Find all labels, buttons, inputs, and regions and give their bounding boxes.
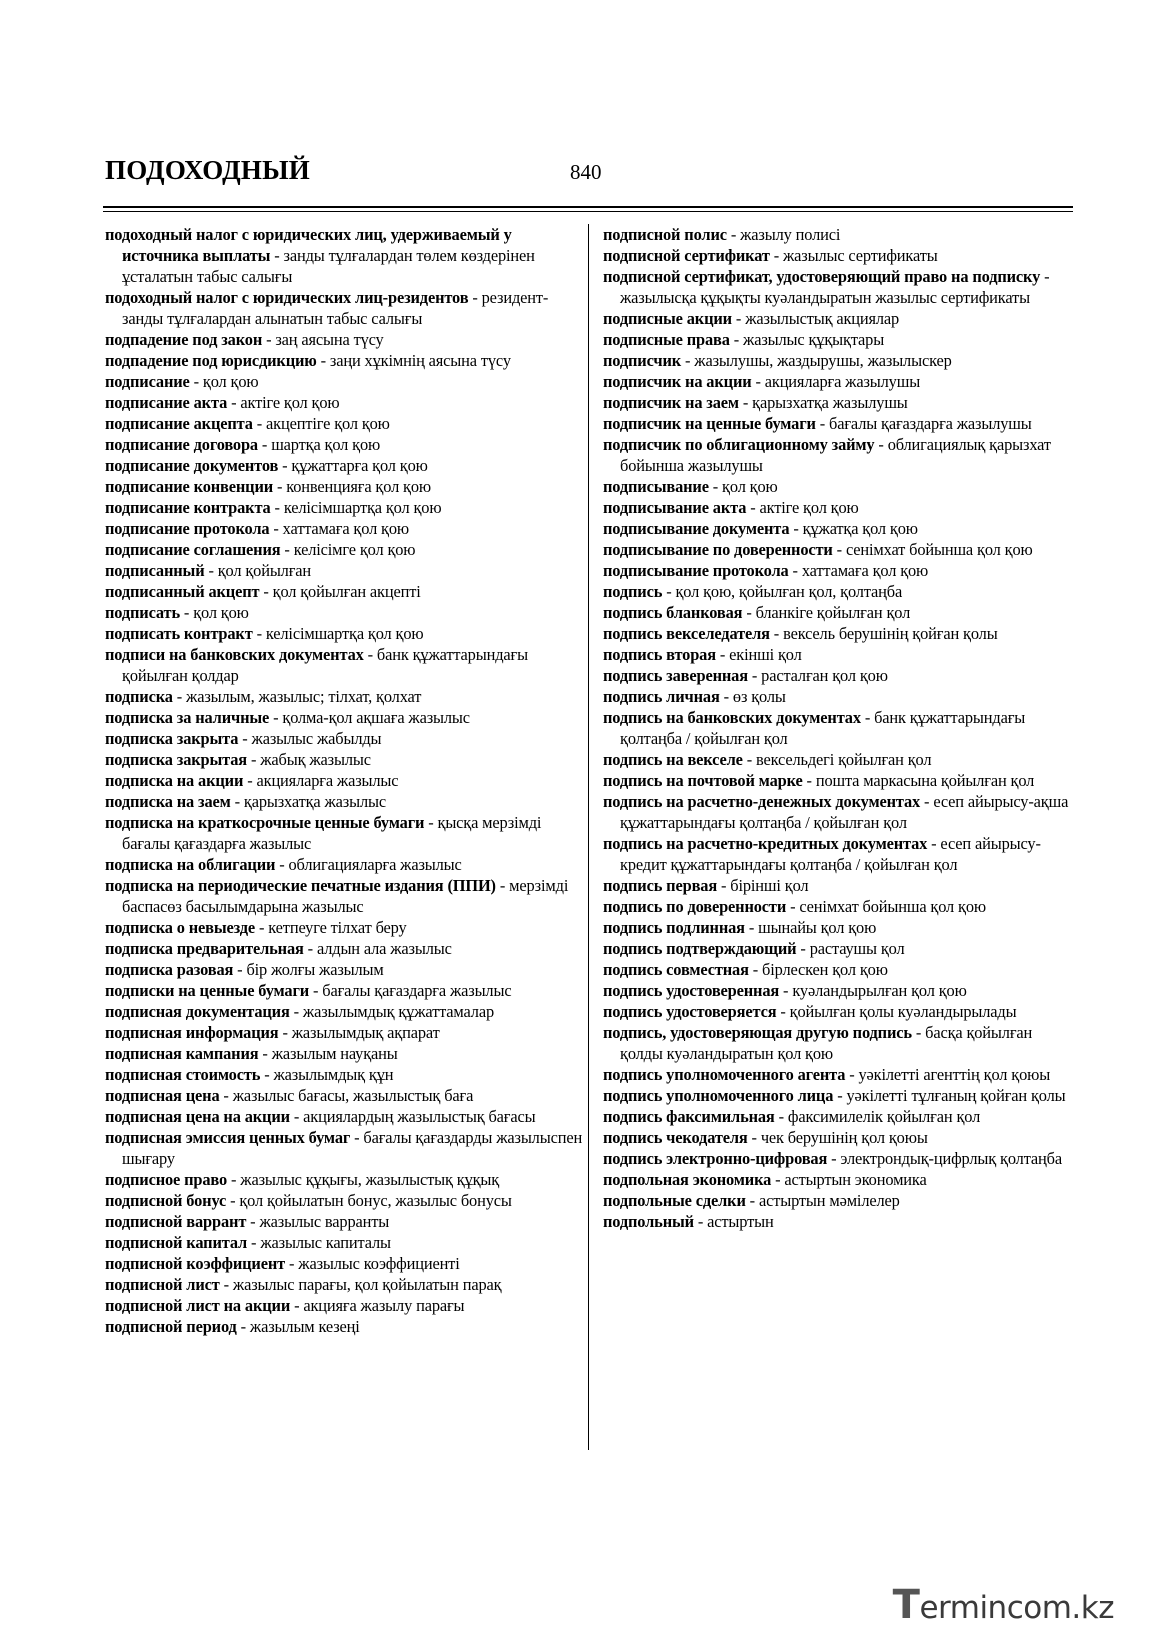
entry-translation: жазылым, жазылыс; тілхат, қолхат bbox=[186, 687, 422, 706]
dictionary-entry: подписание акцепта - акцептіге қол қою bbox=[105, 414, 390, 433]
entry-term: подписчик на акции bbox=[603, 372, 752, 391]
entry-term: подписной лист bbox=[105, 1275, 220, 1294]
dictionary-entry: подписки на ценные бумаги - бағалы қағаздарға жазылыс bbox=[105, 981, 512, 1000]
dictionary-entry: подписной бонус - қол қойылатын бонус, жазылыс бонусы bbox=[105, 1191, 512, 1210]
dictionary-entry: подписание - қол қою bbox=[105, 372, 259, 391]
entry-translation: келісімшартқа қол қою bbox=[283, 498, 442, 517]
dictionary-entry: подпись векселедателя - вексель берушінің қойған қолы bbox=[603, 624, 998, 643]
dictionary-entry: подпадение под закон - заң аясына түсу bbox=[105, 330, 384, 349]
entry-term: подписывание по доверенности bbox=[603, 540, 833, 559]
entry-translation: жазылыс құқығы, жазылыстық құқық bbox=[240, 1170, 500, 1189]
site-watermark bbox=[893, 1582, 1114, 1628]
entry-translation: астыртын мәмілелер bbox=[758, 1191, 900, 1210]
entry-translation: жазылымдық құн bbox=[273, 1065, 394, 1084]
entry-term: подписчик bbox=[603, 351, 682, 370]
entry-translation: банк құжаттарындағы қолтаңба / қойылған қол bbox=[620, 708, 1026, 748]
dictionary-entry: подписание договора - шартқа қол қою bbox=[105, 435, 381, 454]
entry-term: подпадение под закон bbox=[105, 330, 263, 349]
entry-translation: сенімхат бойынша қол қою bbox=[845, 540, 1033, 559]
entry-term: подпись bbox=[603, 582, 663, 601]
dictionary-entry: подписчик - жазылушы, жаздырушы, жазылыскер bbox=[603, 351, 952, 370]
entry-translation: есеп айырысу-ақша құжаттарындағы қолтаңба / қойылған қол bbox=[620, 792, 1069, 832]
dictionary-entry: подписание конвенции - конвенцияға қол қою bbox=[105, 477, 432, 496]
entry-term: подписка предварительная bbox=[105, 939, 304, 958]
dictionary-entry: подписчик на ценные бумаги - бағалы қағаздарға жазылушы bbox=[603, 414, 1032, 433]
entry-term: подпись электронно-цифровая bbox=[603, 1149, 828, 1168]
dictionary-entry: подпись подлинная - шынайы қол қою bbox=[603, 918, 877, 937]
dictionary-entry: подпись на расчетно-кредитных документах - есеп айырысу-кредит құжаттарындағы қолтаңба / қойылған қол bbox=[603, 834, 1041, 874]
entry-translation: бағалы қағаздарға жазылыс bbox=[322, 981, 512, 1000]
entry-term: подписание документов bbox=[105, 456, 279, 475]
entry-term: подписание контракта bbox=[105, 498, 271, 517]
dictionary-entry: подпольные сделки - астыртын мәмілелер bbox=[603, 1191, 900, 1210]
dictionary-entry: подписи на банковских документах - банк құжаттарындағы қойылған қолдар bbox=[105, 645, 528, 685]
entry-term: подписание соглашения bbox=[105, 540, 281, 559]
entry-translation: пошта маркасына қойылған қол bbox=[815, 771, 1035, 790]
entry-term: подписание акта bbox=[105, 393, 228, 412]
dictionary-entry: подпольная экономика - астыртын экономика bbox=[603, 1170, 927, 1189]
entry-translation: қол қою bbox=[202, 372, 259, 391]
entry-term: подписной полис bbox=[603, 225, 727, 244]
dictionary-entry: подпись на почтовой марке - пошта маркасына қойылған қол bbox=[603, 771, 1035, 790]
entry-term: подписной сертификат bbox=[603, 246, 770, 265]
entry-translation: жазылысқа құқықты куәландыратын жазылыс сертификаты bbox=[620, 288, 1030, 307]
entry-translation: мерзімді баспасөз басылымдарына жазылыс bbox=[122, 876, 569, 916]
dictionary-entry: подписной варрант - жазылыс варранты bbox=[105, 1212, 390, 1231]
entry-translation: бланкіге қойылған қол bbox=[755, 603, 911, 622]
entry-term: подпись по доверенности bbox=[603, 897, 787, 916]
entry-term: подписчик на заем bbox=[603, 393, 739, 412]
entry-translation: жазылыс бағасы, жазылыстық баға bbox=[232, 1086, 474, 1105]
entry-term: подписная стоимость bbox=[105, 1065, 261, 1084]
entry-term: подписная цена на акции bbox=[105, 1107, 290, 1126]
dictionary-entry: подпись бланковая - бланкіге қойылған қол bbox=[603, 603, 911, 622]
entry-translation: жазылыс парағы, қол қойылатын парақ bbox=[232, 1275, 502, 1294]
entry-translation: жазылушы, жаздырушы, жазылыскер bbox=[694, 351, 952, 370]
dictionary-entry: подпись - қол қою, қойылған қол, қолтаңба bbox=[603, 582, 903, 601]
entry-term: подписки на ценные бумаги bbox=[105, 981, 310, 1000]
entry-translation: акцептіге қол қою bbox=[266, 414, 390, 433]
dictionary-entry: подпольный - астыртын bbox=[603, 1212, 774, 1231]
entry-term: подписка на акции bbox=[105, 771, 244, 790]
dictionary-entry: подпись на банковских документах - банк құжаттарындағы қолтаңба / қойылған қол bbox=[603, 708, 1026, 748]
entry-term: подписание протокола bbox=[105, 519, 270, 538]
dictionary-entry: подписать - қол қою bbox=[105, 603, 249, 622]
entry-term: подписка bbox=[105, 687, 173, 706]
left-column bbox=[105, 224, 583, 1337]
dictionary-entry: подписные акции - жазылыстық акциялар bbox=[603, 309, 900, 328]
entry-term: подписная кампания bbox=[105, 1044, 259, 1063]
entry-translation: қол қойылған bbox=[217, 561, 312, 580]
entry-term: подпись первая bbox=[603, 876, 718, 895]
dictionary-entry: подписание акта - актіге қол қою bbox=[105, 393, 340, 412]
entry-translation: акцияларға жазылыс bbox=[256, 771, 399, 790]
entry-term: подписная цена bbox=[105, 1086, 220, 1105]
entry-translation: бағалы қағаздарды жазылыспен шығару bbox=[122, 1128, 583, 1168]
entry-translation: қол қою bbox=[193, 603, 249, 622]
dictionary-entry: подписывание акта - актіге қол қою bbox=[603, 498, 859, 517]
entry-translation: бағалы қағаздарға жазылушы bbox=[829, 414, 1032, 433]
entry-translation: қарызхатқа жазылыс bbox=[243, 792, 386, 811]
entry-translation: резидент-занды тұлғалардан алынатын табыс салығы bbox=[122, 288, 549, 328]
dictionary-entry: подпись уполномоченного лица - уәкілетті тұлғаның қойған қолы bbox=[603, 1086, 1066, 1105]
entry-translation: вексель берушінің қойған қолы bbox=[783, 624, 998, 643]
dictionary-entry: подпадение под юрисдикцию - заңи хұкімнің аясына түсу bbox=[105, 351, 511, 370]
entry-term: подписной капитал bbox=[105, 1233, 248, 1252]
entry-translation: бірінші қол bbox=[730, 876, 809, 895]
entry-translation: облигацияларға жазылыс bbox=[288, 855, 462, 874]
entry-term: подпись, удостоверяющая другую подпись bbox=[603, 1023, 912, 1042]
entry-term: подписка на облигации bbox=[105, 855, 276, 874]
entry-translation: жазылым науқаны bbox=[271, 1044, 398, 1063]
dictionary-entry: подписка закрыта - жазылыс жабылды bbox=[105, 729, 382, 748]
dictionary-entry: подпись на векселе - вексельдегі қойылған қол bbox=[603, 750, 932, 769]
watermark-text: ermincom.kz bbox=[919, 1590, 1114, 1626]
entry-translation: жазылымдық құжаттамалар bbox=[302, 1002, 494, 1021]
entry-translation: актіге қол қою bbox=[759, 498, 859, 517]
entry-term: подписание bbox=[105, 372, 190, 391]
entry-term: подпольный bbox=[603, 1212, 694, 1231]
dictionary-entry: подписчик по облигационному займу - облигациялық қарызхат бойынша жазылушы bbox=[603, 435, 1051, 475]
entry-translation: есеп айырысу-кредит құжаттарындағы қолтаңба / қойылған қол bbox=[620, 834, 1041, 874]
dictionary-entry: подпись первая - бірінші қол bbox=[603, 876, 809, 895]
entry-term: подписной лист на акции bbox=[105, 1296, 291, 1315]
entry-translation: құжаттарға қол қою bbox=[291, 456, 428, 475]
entry-term: подписка на краткосрочные ценные бумаги bbox=[105, 813, 425, 832]
dictionary-entry: подписная эмиссия ценных бумаг - бағалы қағаздарды жазылыспен шығару bbox=[105, 1128, 583, 1168]
entry-translation: алдын ала жазылыс bbox=[316, 939, 452, 958]
entry-term: подписать bbox=[105, 603, 180, 622]
entry-term: подписывание акта bbox=[603, 498, 747, 517]
dictionary-entry: подоходный налог с юридических лиц-резидентов - резидент-занды тұлғалардан алынатын табыс салығы bbox=[105, 288, 549, 328]
entry-term: подписные права bbox=[603, 330, 730, 349]
header-rule-thin bbox=[103, 211, 1073, 212]
entry-term: подпись на расчетно-кредитных документах bbox=[603, 834, 928, 853]
entry-translation: актіге қол қою bbox=[240, 393, 340, 412]
dictionary-entry: подоходный налог с юридических лиц, удерживаемый у источника выплаты - занды тұлғалардан төлем көздерінен ұсталатын табыс салығы bbox=[105, 225, 535, 286]
dictionary-entry: подпись электронно-цифровая - электрондық-цифрлық қолтаңба bbox=[603, 1149, 1062, 1168]
entry-translation: уәкілетті тұлғаның қойған қолы bbox=[846, 1086, 1066, 1105]
dictionary-entry: подписывание документа - құжатқа қол қою bbox=[603, 519, 918, 538]
entry-translation: жазылу полисі bbox=[740, 225, 841, 244]
entry-translation: жазылыстық акциялар bbox=[745, 309, 900, 328]
dictionary-entry: подпись, удостоверяющая другую подпись - басқа қойылған қолды куәландыратын қол қою bbox=[603, 1023, 1033, 1063]
dictionary-entry: подписка на акции - акцияларға жазылыс bbox=[105, 771, 399, 790]
entry-term: подписание акцепта bbox=[105, 414, 253, 433]
dictionary-entry: подписывание - қол қою bbox=[603, 477, 778, 496]
entry-translation: шынайы қол қою bbox=[758, 918, 877, 937]
entry-translation: қолма-қол ақшаға жазылыс bbox=[282, 708, 470, 727]
entry-translation: бірлескен қол қою bbox=[762, 960, 888, 979]
dictionary-entry: подпись уполномоченного агента - уәкілетті агенттің қол қоюы bbox=[603, 1065, 1051, 1084]
dictionary-entry: подписание соглашения - келісімге қол қою bbox=[105, 540, 416, 559]
entry-translation: құжатқа қол қою bbox=[802, 519, 918, 538]
entry-translation: қол қою bbox=[722, 477, 778, 496]
dictionary-entry: подписная цена - жазылыс бағасы, жазылыстық баға bbox=[105, 1086, 474, 1105]
entry-term: подписка о невыезде bbox=[105, 918, 256, 937]
entry-translation: кетпеуге тілхат беру bbox=[268, 918, 407, 937]
dictionary-entry: подписание документов - құжаттарға қол қою bbox=[105, 456, 428, 475]
dictionary-entry: подписание протокола - хаттамаға қол қою bbox=[105, 519, 410, 538]
dictionary-entry: подписанный акцепт - қол қойылған акцепті bbox=[105, 582, 421, 601]
dictionary-entry: подписчик на акции - акцияларға жазылушы bbox=[603, 372, 921, 391]
entry-term: подписка на периодические печатные издания (ППИ) bbox=[105, 876, 496, 895]
dictionary-entry: подписка о невыезде - кетпеуге тілхат беру bbox=[105, 918, 407, 937]
dictionary-entry: подписная документация - жазылымдық құжаттамалар bbox=[105, 1002, 494, 1021]
dictionary-entry: подписной лист на акции - акцияға жазылу парағы bbox=[105, 1296, 465, 1315]
entry-term: подпись подлинная bbox=[603, 918, 745, 937]
entry-translation: астыртын экономика bbox=[784, 1170, 927, 1189]
dictionary-entry: подписная стоимость - жазылымдық құн bbox=[105, 1065, 394, 1084]
entry-translation: облигациялық қарызхат бойынша жазылушы bbox=[620, 435, 1051, 475]
entry-translation: факсимилелік қойылған қол bbox=[787, 1107, 981, 1126]
entry-translation: қол қою, қойылған қол, қолтаңба bbox=[675, 582, 903, 601]
dictionary-entry: подписной полис - жазылу полисі bbox=[603, 225, 841, 244]
dictionary-entry: подпись на расчетно-денежных документах - есеп айырысу-ақша құжаттарындағы қолтаңба / қойылған қол bbox=[603, 792, 1069, 832]
entry-term: подписной сертификат, удостоверяющий право на подписку bbox=[603, 267, 1041, 286]
entry-translation: өз қолы bbox=[732, 687, 786, 706]
entry-translation: қойылған қолы куәландырылады bbox=[789, 1002, 1017, 1021]
dictionary-entry: подпись вторая - екінші қол bbox=[603, 645, 802, 664]
entry-translation: жазылым кезеңі bbox=[249, 1317, 360, 1336]
dictionary-entry: подпись заверенная - расталған қол қою bbox=[603, 666, 888, 685]
page-headword: ПОДОХОДНЫЙ bbox=[105, 155, 311, 185]
entry-translation: жазылыс құқықтары bbox=[743, 330, 885, 349]
entry-term: подписное право bbox=[105, 1170, 228, 1189]
entry-term: подпись уполномоченного лица bbox=[603, 1086, 834, 1105]
dictionary-entry: подписка на облигации - облигацияларға жазылыс bbox=[105, 855, 462, 874]
entry-term: подпольные сделки bbox=[603, 1191, 746, 1210]
entry-translation: хаттамаға қол қою bbox=[282, 519, 410, 538]
dictionary-entry: подписка закрытая - жабық жазылыс bbox=[105, 750, 371, 769]
dictionary-entry: подписное право - жазылыс құқығы, жазылыстық құқық bbox=[105, 1170, 500, 1189]
dictionary-entry: подписной капитал - жазылыс капиталы bbox=[105, 1233, 391, 1252]
dictionary-entry: подписная информация - жазылымдық ақпарат bbox=[105, 1023, 440, 1042]
dictionary-entry: подписка предварительная - алдын ала жазылыс bbox=[105, 939, 452, 958]
entry-translation: басқа қойылған қолды куәландыратын қол қою bbox=[620, 1023, 1033, 1063]
entry-term: подпись удостоверяется bbox=[603, 1002, 777, 1021]
entry-term: подпись личная bbox=[603, 687, 720, 706]
dictionary-entry: подпись факсимильная - факсимилелік қойылған қол bbox=[603, 1107, 981, 1126]
entry-term: подписка за наличные bbox=[105, 708, 270, 727]
entry-translation: заң аясына түсу bbox=[275, 330, 384, 349]
dictionary-entry: подпись удостоверенная - куәландырылған қол қою bbox=[603, 981, 967, 1000]
dictionary-entry: подписка - жазылым, жазылыс; тілхат, қолхат bbox=[105, 687, 422, 706]
entry-translation: вексельдегі қойылған қол bbox=[756, 750, 932, 769]
page-number: 840 bbox=[570, 160, 602, 184]
entry-translation: қысқа мерзімді бағалы қағаздарға жазылыс bbox=[122, 813, 542, 853]
entry-translation: келісімшартқа қол қою bbox=[265, 624, 424, 643]
entry-term: подписной варрант bbox=[105, 1212, 247, 1231]
entry-term: подписанный bbox=[105, 561, 205, 580]
entry-term: подписание конвенции bbox=[105, 477, 274, 496]
entry-term: подпись на векселе bbox=[603, 750, 743, 769]
dictionary-entry: подпись чекодателя - чек берушінің қол қоюы bbox=[603, 1128, 928, 1147]
entry-term: подписывание документа bbox=[603, 519, 790, 538]
entry-term: подписать контракт bbox=[105, 624, 253, 643]
column-divider bbox=[588, 224, 589, 1450]
entry-translation: хаттамаға қол қою bbox=[801, 561, 929, 580]
entry-translation: жазылыс коэффициенті bbox=[298, 1254, 460, 1273]
entry-translation: уәкілетті агенттің қол қоюы bbox=[858, 1065, 1051, 1084]
dictionary-entry: подписать контракт - келісімшартқа қол қою bbox=[105, 624, 424, 643]
entry-translation: занды тұлғалардан төлем көздерінен ұсталатын табыс салығы bbox=[122, 246, 535, 286]
entry-translation: банк құжаттарындағы қойылған қолдар bbox=[122, 645, 528, 685]
entry-translation: чек берушінің қол қоюы bbox=[760, 1128, 928, 1147]
entry-term: подпись на почтовой марке bbox=[603, 771, 803, 790]
header-rule-thick bbox=[103, 206, 1073, 208]
entry-term: подписной бонус bbox=[105, 1191, 227, 1210]
dictionary-entry: подпись подтверждающий - растаушы қол bbox=[603, 939, 905, 958]
entry-translation: растаушы қол bbox=[809, 939, 905, 958]
entry-term: подпись векселедателя bbox=[603, 624, 770, 643]
dictionary-entry: подписной лист - жазылыс парағы, қол қойылатын парақ bbox=[105, 1275, 502, 1294]
entry-term: подписная эмиссия ценных бумаг bbox=[105, 1128, 351, 1147]
entry-term: подпись удостоверенная bbox=[603, 981, 780, 1000]
entry-term: подпись чекодателя bbox=[603, 1128, 748, 1147]
dictionary-entry: подписка за наличные - қолма-қол ақшаға жазылыс bbox=[105, 708, 470, 727]
dictionary-entry: подписчик на заем - қарызхатқа жазылушы bbox=[603, 393, 908, 412]
entry-translation: келісімге қол қою bbox=[293, 540, 416, 559]
entry-term: подписка закрытая bbox=[105, 750, 248, 769]
entry-translation: бір жолғы жазылым bbox=[246, 960, 384, 979]
entry-term: подоходный налог с юридических лиц-резидентов bbox=[105, 288, 469, 307]
dictionary-entry: подписка на периодические печатные издания (ППИ) - мерзімді баспасөз басылымдарына жазылыс bbox=[105, 876, 569, 916]
dictionary-entry: подпись личная - өз қолы bbox=[603, 687, 786, 706]
entry-term: подпись на расчетно-денежных документах bbox=[603, 792, 921, 811]
entry-term: подпись заверенная bbox=[603, 666, 748, 685]
entry-term: подписывание протокола bbox=[603, 561, 789, 580]
entry-term: подписка закрыта bbox=[105, 729, 239, 748]
dictionary-entry: подписка на краткосрочные ценные бумаги - қысқа мерзімді бағалы қағаздарға жазылыс bbox=[105, 813, 542, 853]
dictionary-entry: подписание контракта - келісімшартқа қол қою bbox=[105, 498, 442, 517]
entry-term: подписи на банковских документах bbox=[105, 645, 364, 664]
entry-translation: қол қойылған акцепті bbox=[272, 582, 421, 601]
entry-translation: жазылыс жабылды bbox=[251, 729, 382, 748]
dictionary-entry: подписной коэффициент - жазылыс коэффициенті bbox=[105, 1254, 460, 1273]
entry-term: подписчик по облигационному займу bbox=[603, 435, 875, 454]
entry-term: подписание договора bbox=[105, 435, 258, 454]
entry-term: подписной коэффициент bbox=[105, 1254, 286, 1273]
entry-term: подписной период bbox=[105, 1317, 237, 1336]
dictionary-entry: подписывание протокола - хаттамаға қол қою bbox=[603, 561, 929, 580]
entry-term: подписанный акцепт bbox=[105, 582, 260, 601]
entry-term: подоходный налог с юридических лиц, удерживаемый у источника выплаты bbox=[105, 225, 512, 265]
dictionary-entry: подписная кампания - жазылым науқаны bbox=[105, 1044, 398, 1063]
entry-translation: қарызхатқа жазылушы bbox=[752, 393, 908, 412]
entry-term: подпольная экономика bbox=[603, 1170, 772, 1189]
dictionary-entry: подписной сертификат, удостоверяющий право на подписку - жазылысқа құқықты куәландыратын жазылыс сертификаты bbox=[603, 267, 1050, 307]
entry-translation: куәландырылған қол қою bbox=[792, 981, 967, 1000]
right-column bbox=[603, 224, 1073, 1232]
entry-translation: акцияларға жазылушы bbox=[764, 372, 921, 391]
dictionary-entry: подпись удостоверяется - қойылған қолы куәландырылады bbox=[603, 1002, 1017, 1021]
entry-term: подпись подтверждающий bbox=[603, 939, 797, 958]
dictionary-entry: подписанный - қол қойылған bbox=[105, 561, 312, 580]
entry-translation: жазылыс варранты bbox=[259, 1212, 390, 1231]
entry-term: подпись вторая bbox=[603, 645, 716, 664]
entry-translation: акциялардың жазылыстық бағасы bbox=[303, 1107, 536, 1126]
entry-translation: шартқа қол қою bbox=[271, 435, 381, 454]
entry-term: подписная документация bbox=[105, 1002, 290, 1021]
entry-translation: расталған қол қою bbox=[761, 666, 888, 685]
entry-term: подписка на заем bbox=[105, 792, 231, 811]
entry-term: подпадение под юрисдикцию bbox=[105, 351, 317, 370]
entry-translation: жазылыс капиталы bbox=[260, 1233, 391, 1252]
entry-translation: конвенцияға қол қою bbox=[286, 477, 432, 496]
entry-translation: жазылымдық ақпарат bbox=[291, 1023, 440, 1042]
entry-translation: жабық жазылыс bbox=[260, 750, 371, 769]
entry-translation: екінші қол bbox=[729, 645, 802, 664]
dictionary-entry: подписной период - жазылым кезеңі bbox=[105, 1317, 360, 1336]
entry-term: подписка разовая bbox=[105, 960, 234, 979]
entry-translation: астыртын bbox=[707, 1212, 774, 1231]
dictionary-entry: подписные права - жазылыс құқықтары bbox=[603, 330, 885, 349]
entry-translation: қол қойылатын бонус, жазылыс бонусы bbox=[239, 1191, 512, 1210]
entry-term: подпись факсимильная bbox=[603, 1107, 775, 1126]
entry-translation: сенімхат бойынша қол қою bbox=[799, 897, 986, 916]
dictionary-entry: подписка разовая - бір жолғы жазылым bbox=[105, 960, 384, 979]
dictionary-entry: подписная цена на акции - акциялардың жазылыстық бағасы bbox=[105, 1107, 536, 1126]
entry-term: подпись уполномоченного агента bbox=[603, 1065, 846, 1084]
entry-term: подпись на банковских документах bbox=[603, 708, 861, 727]
dictionary-entry: подпись совместная - бірлескен қол қою bbox=[603, 960, 888, 979]
entry-term: подписная информация bbox=[105, 1023, 279, 1042]
entry-translation: электрондық-цифрлық қолтаңба bbox=[840, 1149, 1062, 1168]
entry-translation: акцияға жазылу парағы bbox=[303, 1296, 465, 1315]
entry-term: подписчик на ценные бумаги bbox=[603, 414, 816, 433]
entry-term: подпись совместная bbox=[603, 960, 749, 979]
entry-term: подписывание bbox=[603, 477, 709, 496]
watermark-logo-letter: T bbox=[892, 1582, 920, 1628]
dictionary-entry: подписывание по доверенности - сенімхат бойынша қол қою bbox=[603, 540, 1033, 559]
entry-translation: заңи хұкімнің аясына түсу bbox=[329, 351, 511, 370]
dictionary-entry: подписной сертификат - жазылыс сертификаты bbox=[603, 246, 938, 265]
entry-term: подпись бланковая bbox=[603, 603, 743, 622]
dictionary-entry: подписка на заем - қарызхатқа жазылыс bbox=[105, 792, 386, 811]
entry-translation: жазылыс сертификаты bbox=[782, 246, 938, 265]
dictionary-entry: подпись по доверенности - сенімхат бойынша қол қою bbox=[603, 897, 986, 916]
entry-term: подписные акции bbox=[603, 309, 732, 328]
